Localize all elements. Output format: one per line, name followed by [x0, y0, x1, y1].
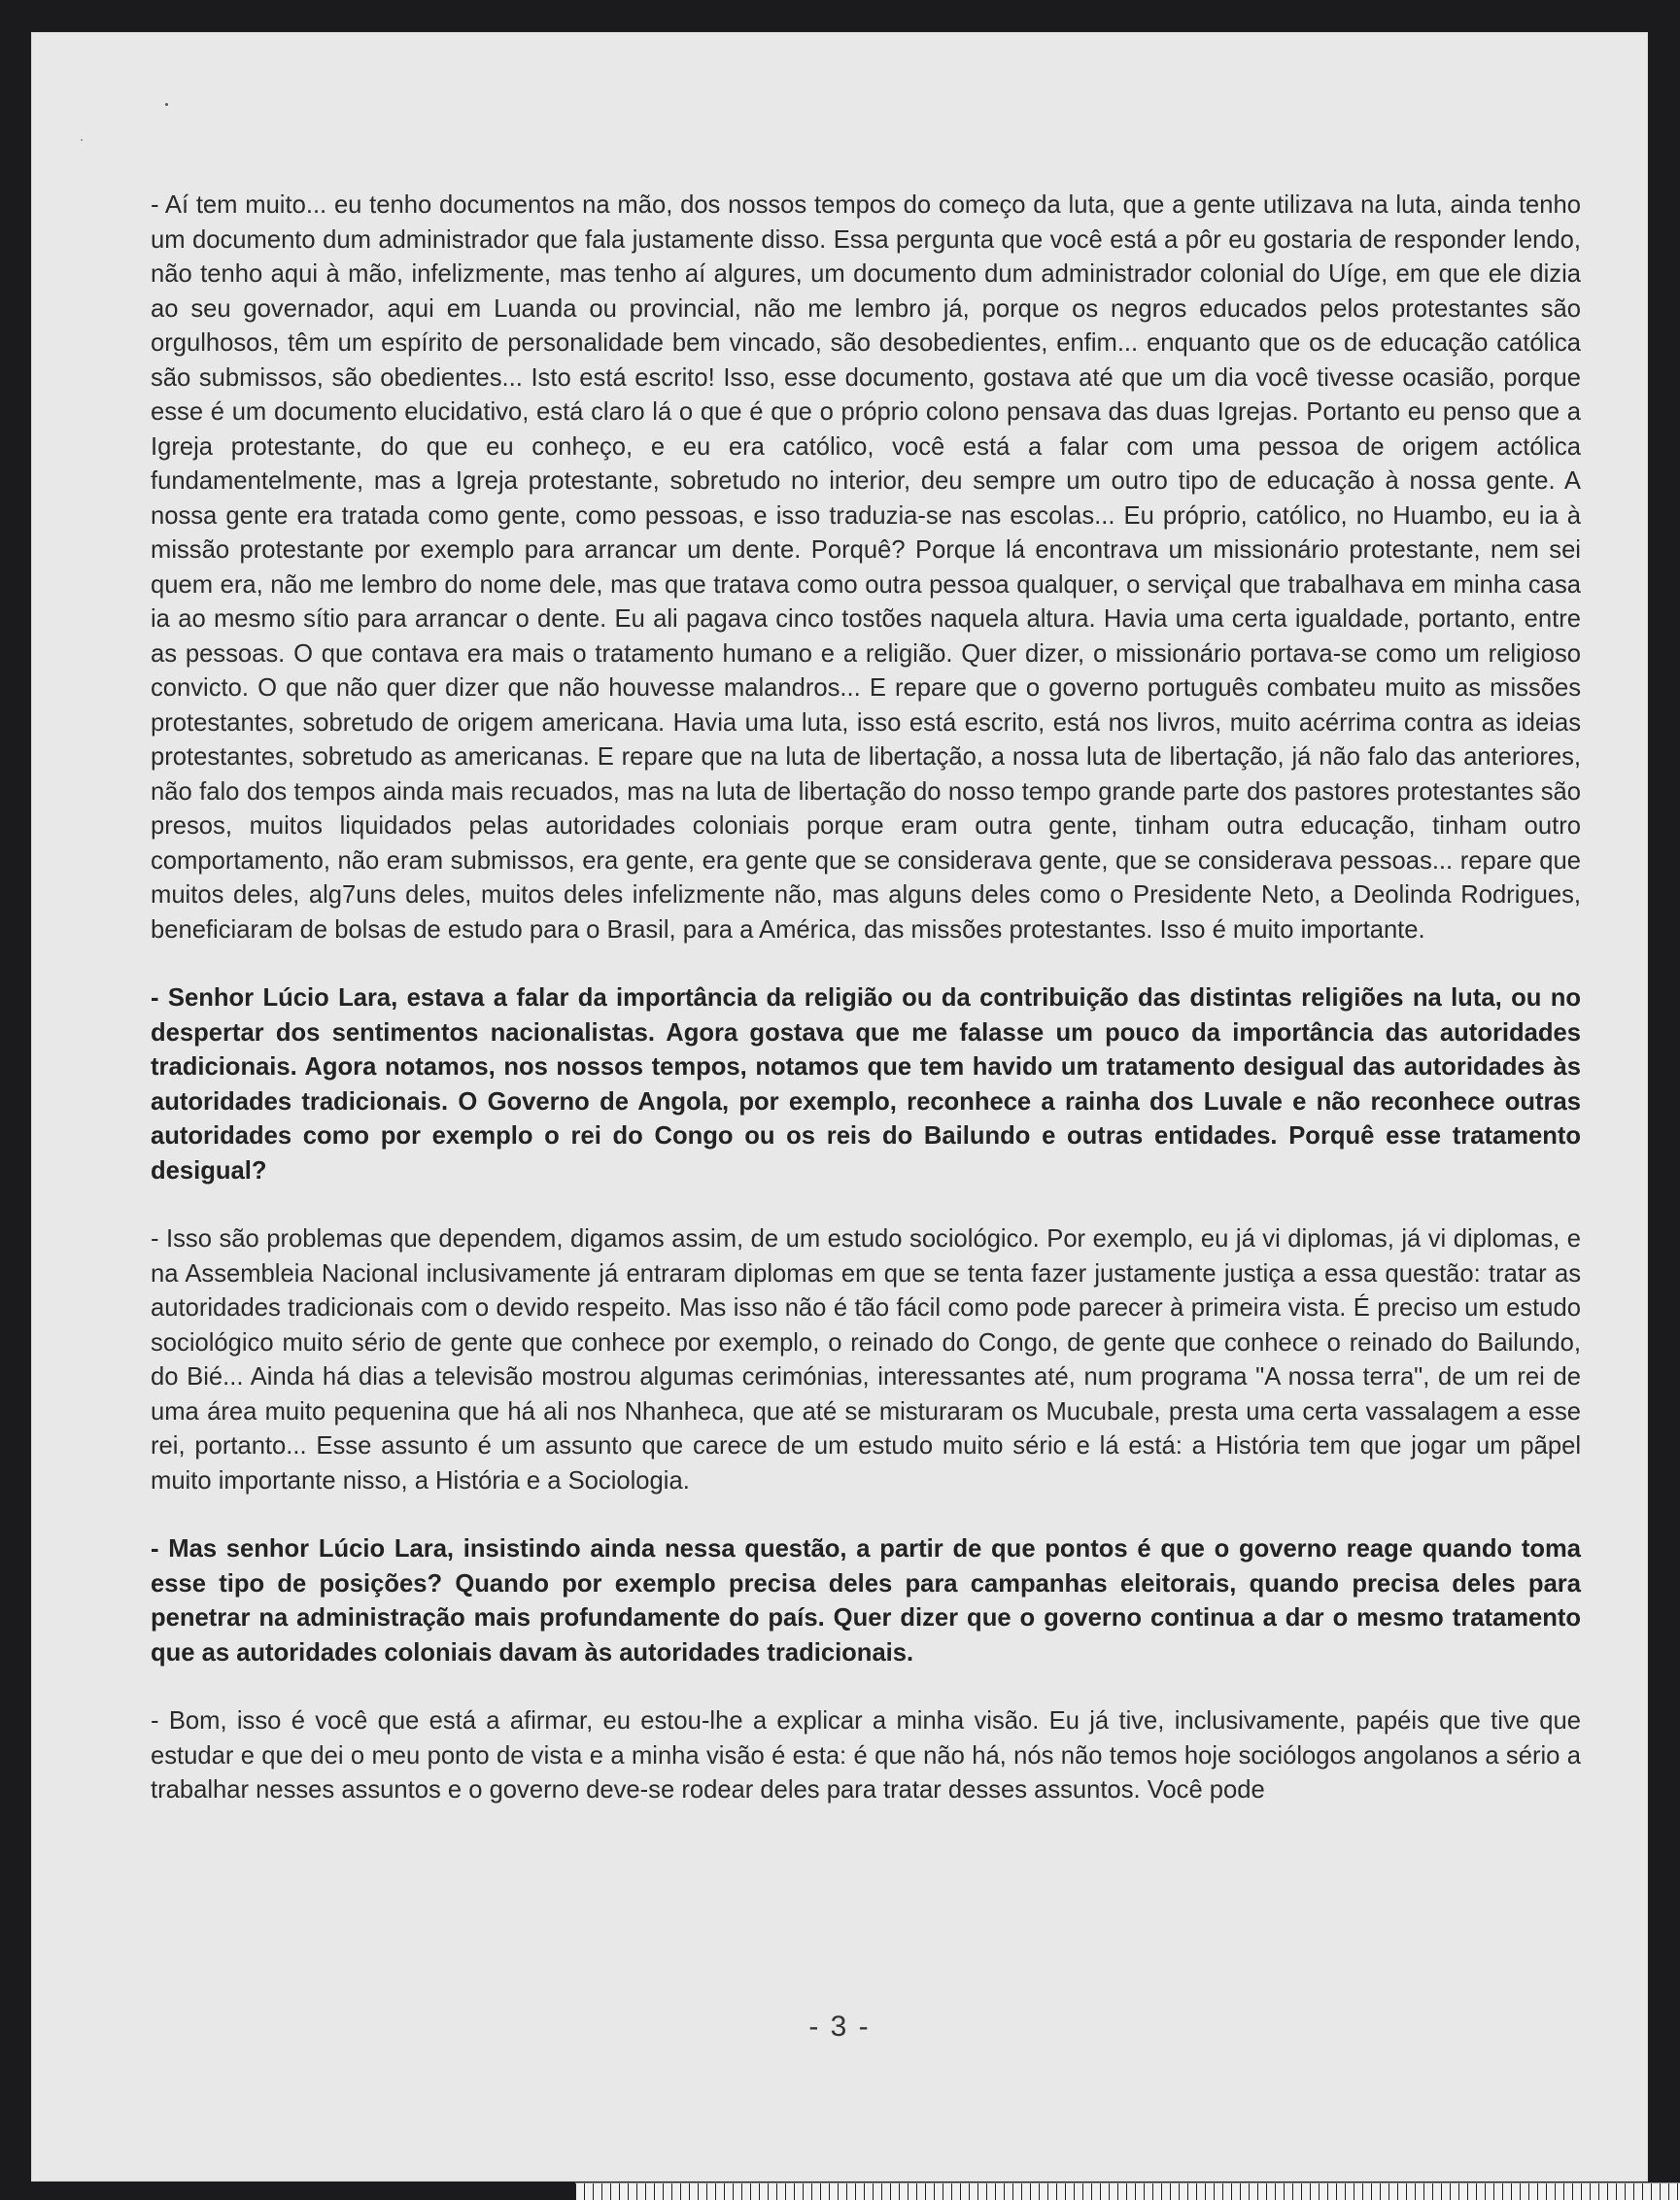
answer-paragraph-1: - Aí tem muito... eu tenho documentos na mão, dos nossos tempos do começo da luta, que a gente utilizava na luta, ainda tenho um documento dum administrador que fala justamente disso. Essa pergunta que você está a pôr eu gostaria de responder lendo, não tenho aqui à mão, infelizmente, mas tenho aí algures, um documento dum administrador colonial do Uíge, em que ele dizia ao seu governador, aqui em Luanda ou provincial, não me lembro já, porque os negros educados pelos protestantes são orgulhosos, têm um espírito de personalidade bem vincado, são desobedientes, enfim... enquanto que os de educação católica são submissos, são obedientes... Isto está escrito! Isso, esse documento, gostava até que um dia você tivesse ocasião, porque esse é um documento elucidativo, está claro lá o que é que o próprio colono pensava das duas Igrejas. Portanto eu penso que a Igreja protestante, do que eu conheço, e eu era católico, você está a falar com uma pessoa de origem actólica fundamentelmente, mas a Igreja protestante, sobretudo no interior, deu sempre um outro tipo de educação à nossa gente. A nossa gente era tratada como gente, como pessoas, e isso traduzia-se nas escolas... Eu próprio, católico, no Huambo, eu ia à missão protestante por exemplo para arrancar um dente. Porquê? Porque lá encontrava um missionário protestante, nem sei quem era, não me lembro do nome dele, mas que tratava como outra pessoa qualquer, o serviçal que trabalhava em minha casa ia ao mesmo sítio para arrancar o dente. Eu ali pagava cinco tostões naquela altura. Havia uma certa igualdade, portanto, entre as pessoas. O que contava era mais o tratamento humano e a religião. Quer dizer, o missionário portava-se como um religioso convicto. O que não quer dizer que não houvesse malandros... E repare que o governo português combateu muito as missões protestantes, sobretudo de origem americana. Havia uma luta, isso está escrito, está nos livros, muito acérrima contra as ideias protestantes, sobretudo as americanas. E repare que na luta de libertação, a nossa luta de libertação, já não falo das anteriores, não falo dos tempos ainda mais recuados, mas na luta de libertação do nosso tempo grande parte dos pastores protestantes são presos, muitos liquidados pelas autoridades coloniais porque eram outra gente, tinham outra educação, tinham outro comportamento, não eram submissos, era gente, era gente que se considerava gente, que se considerava pessoas... repare que muitos deles, alg7uns deles, muitos deles infelizmente não, mas alguns deles como o Presidente Neto, a Deolinda Rodrigues, beneficiaram de bolsas de estudo para o Brasil, para a América, das missões protestantes. Isso é muito importante.: [151, 191, 1581, 944]
question-paragraph-2: - Mas senhor Lúcio Lara, insistindo ainda nessa questão, a partir de que pontos é que o governo reage quando toma esse tipo de posições? Quando por exemplo precisa deles para campanhas eleitorais, quando precisa deles para penetrar na administração mais profundamente do país. Quer dizer que o governo continua a dar o mesmo tratamento que as autoridades coloniais davam às autoridades tradicionais.: [151, 1535, 1581, 1667]
paper-speck: [81, 139, 83, 141]
answer-paragraph-2: - Isso são problemas que dependem, digamos assim, de um estudo sociológico. Por exemplo, eu já vi diplomas, já vi diplomas, e na Assembleia Nacional inclusivamente já entraram diplomas em que se tenta fazer justamente justiça a essa questão: tratar as autoridades tradicionais com o devido respeito. Mas isso não é tão fácil como pode parecer à primeira vista. É preciso um estudo sociológico muito sério de gente que conhece por exemplo, o reinado do Congo, de gente que conhece o reinado do Bailundo, do Bié... Ainda há dias a televisão mostrou algumas cerimónias, interessantes até, num programa "A nossa terra", de um rei de uma área muito pequenina que há ali nos Nhanheca, que até se misturaram os Mucubale, presta uma certa vassalagem a esse rei, portanto... Esse assunto é um assunto que carece de um estudo muito sério e lá está: a História tem que jogar um pãpel muito importante nisso, a História e a Sociologia.: [151, 1225, 1581, 1495]
document-page: [31, 32, 1648, 2182]
document-body: [151, 189, 1581, 1842]
question-paragraph-1: - Senhor Lúcio Lara, estava a falar da importância da religião ou da contribuição das distintas religiões na luta, ou no despertar dos sentimentos nacionalistas. Agora gostava que me falasse um pouco da importância das autoridades tradicionais. Agora notamos, nos nossos tempos, notamos que tem havido um tratamento desigual das autoridades às autoridades tradicionais. O Governo de Angola, por exemplo, reconhece a rainha dos Luvale e não reconhece outras autoridades como por exemplo o rei do Congo ou os reis do Bailundo e outras entidades. Porquê esse tratamento desigual?: [151, 984, 1581, 1185]
page-number: - 3 -: [808, 2011, 871, 2043]
answer-paragraph-3: - Bom, isso é você que está a afirmar, eu estou-lhe a explicar a minha visão. Eu já tive, inclusivamente, papéis que tive que estudar e que dei o meu ponto de vista e a minha visão é esta: é que não há, nós não temos hoje sociólogos angolanos a sério a trabalhar nesses assuntos e o governo deve-se rodear deles para tratar desses assuntos. Você pode: [151, 1707, 1581, 1804]
scale-ruler: [575, 2183, 1680, 2200]
paper-speck: [165, 103, 168, 106]
